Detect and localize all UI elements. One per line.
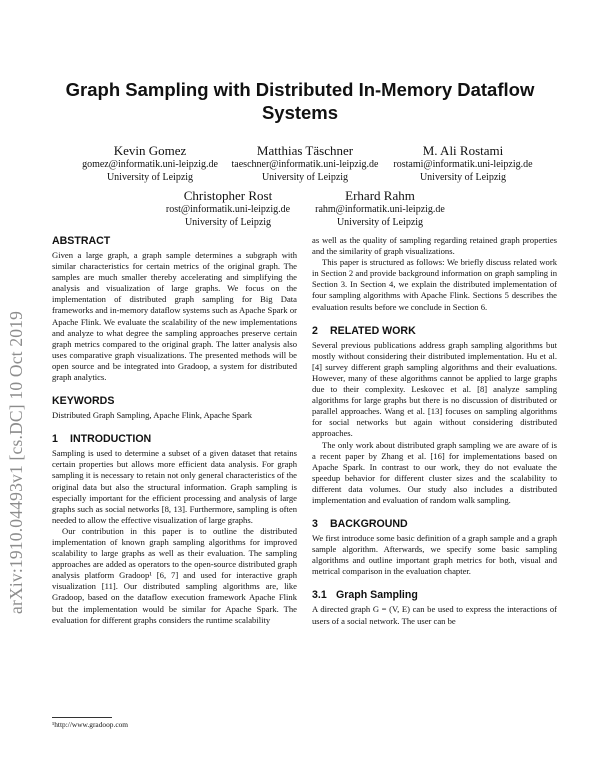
paragraph: A directed graph G = (V, E) can be used to express the interactions of users of a social network. The user can be xyxy=(312,604,557,626)
arxiv-stamp: arXiv:1910.04493v1 [cs.DC] 10 Oct 2019 xyxy=(6,310,26,614)
section-number: 3 xyxy=(312,518,318,531)
author-affiliation: University of Leipzig xyxy=(419,171,507,183)
author-name: M. Ali Rostami xyxy=(422,143,504,158)
footnote: ¹http://www.gradoop.com xyxy=(52,720,129,729)
author-name: Matthias Täschner xyxy=(256,143,354,158)
section-title: RELATED WORK xyxy=(330,324,416,337)
section-heading xyxy=(312,325,557,338)
keywords-heading: KEYWORDS xyxy=(52,395,115,408)
author-affiliation: University of Leipzig xyxy=(261,171,349,183)
section-heading xyxy=(52,433,297,446)
paragraph: as well as the quality of sampling regarding retained graph properties and the similarity of graph visualizations. xyxy=(312,235,557,257)
section-title: BACKGROUND xyxy=(330,518,408,531)
paragraph: We first introduce some basic definition of a graph sample and a graph sample algorithm. Afterwards, we specify some basic sampling algorithms and outline important graph metrics for both, visual and metrical comparison in the evaluation chapter. xyxy=(312,533,557,577)
author-affiliation: University of Leipzig xyxy=(184,216,272,228)
subsection-title: Graph Sampling xyxy=(336,589,418,602)
author-block xyxy=(148,187,308,229)
abstract-text: Given a large graph, a graph sample determines a subgraph with similar characteristics for certain metrics of the original graph. The samples are much smaller thereby accelerating and simplifying the analysis and visualization of large graphs. We focus on the implementation of distributed graph sampling for Big Data frameworks and in-memory dataflow systems such as Apache Spark or Apache Flink. We evaluate the scalability of the new implementations and analyze to what degree the sampling approaches preserve certain graph metrics compared to the original graph. The latter analysis also uses comparative graph visualizations. The presented methods will be open source and be integrated into Gradoop, a system for distributed graph analytics. xyxy=(52,250,297,383)
author-email: rost@informatik.uni-leipzig.de xyxy=(165,204,291,215)
author-email: gomez@informatik.uni-leipzig.de xyxy=(82,159,218,170)
footnote-rule xyxy=(52,717,112,718)
author-email: taeschner@informatik.uni-leipzig.de xyxy=(231,159,379,170)
subsection-heading xyxy=(312,589,557,602)
author-affiliation: University of Leipzig xyxy=(336,216,424,228)
paragraph: This paper is structured as follows: We briefly discuss related work in Section 2 and provide background information on graph sampling in Section 3. In Section 4, we explain the distributed implementation of four sampling algorithms with Apache Flink. Sections 5 describes the evaluation results before we conclude in Section 6. xyxy=(312,257,557,312)
paper-title: Graph Sampling with Distributed In-Memory Dataflow Systems xyxy=(65,79,535,123)
section-number: 2 xyxy=(312,324,318,337)
subsection-number: 3.1 xyxy=(312,589,327,602)
author-block xyxy=(70,142,230,184)
left-column xyxy=(52,235,297,626)
author-block xyxy=(215,142,395,184)
paragraph: Several previous publications address graph sampling algorithms but mostly without considering their distributed implementation. Hu et al. [4] survey different graph sampling algorithms and their evaluations. However, many of these algorithms cannot be applied to large graphs due to their complexity. Leskovec et al. [8] analyze sampling algorithms for large graphs but there is no discussion of distributed or parallel approaches. Wang et al. [13] focuses on sampling algorithms for social networks but again without considering distributed approaches. xyxy=(312,339,557,439)
abstract-heading: ABSTRACT xyxy=(52,235,111,247)
keywords-text: Distributed Graph Sampling, Apache Flink, Apache Spark xyxy=(52,410,253,421)
section-heading xyxy=(312,518,557,531)
author-block xyxy=(378,142,548,184)
section-title: INTRODUCTION xyxy=(70,433,152,446)
author-email: rahm@informatik.uni-leipzig.de xyxy=(315,204,445,215)
paragraph: Sampling is used to determine a subset of a given dataset that retains certain properties but allows more efficient data analysis. For graph sampling it is necessary to retain not only general characteristics of the original data but also the structural information. Graph sampling is especially important for the efficient processing and analysis of large graphs such as social networks [8, 13]. Furthermore, sampling is often needed to allow the effective visualization of large graphs. xyxy=(52,448,297,525)
paragraph: The only work about distributed graph sampling we are aware of is a recent paper by Zhang et al. [16] for implementations based on Apache Spark. In contrast to our work, they do not evaluate the speedup behavior for different cluster sizes and the scalability to different data volumes. Our study also includes a distributed implementation and evaluation of random walk sampling. xyxy=(312,439,557,505)
author-name: Christopher Rost xyxy=(183,188,273,203)
author-email: rostami@informatik.uni-leipzig.de xyxy=(393,159,533,170)
author-affiliation: University of Leipzig xyxy=(106,171,194,183)
right-column xyxy=(312,235,557,627)
paragraph: Our contribution in this paper is to outline the distributed implementation of known graph sampling algorithms for improved scalability to large graphs as well as their evaluation. The sampling approaches are added as operators to the open-source distributed graph analysis platform Gradoop¹ [6, 7] and used for interactive graph visualization [11]. Our distributed sampling algorithms are, like Gradoop, based on the dataflow execution framework Apache Flink but the implementation would be similar for Apache Spark. The evaluation for different graphs considers the runtime scalability xyxy=(52,525,297,625)
author-name: Erhard Rahm xyxy=(345,188,415,203)
section-number: 1 xyxy=(52,433,58,446)
author-name: Kevin Gomez xyxy=(113,143,187,158)
author-block xyxy=(300,187,460,229)
